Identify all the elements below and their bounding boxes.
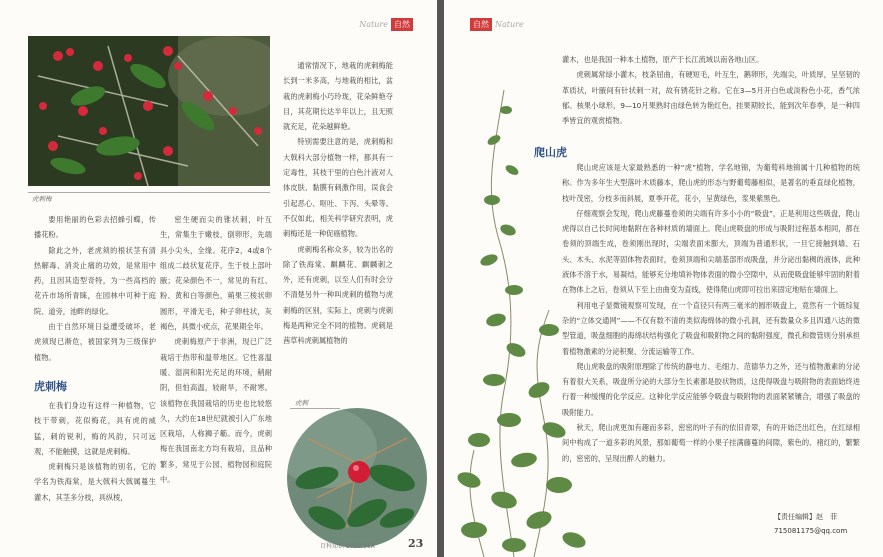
- editor-credit: 【责任编辑】赵 菲: [774, 513, 837, 521]
- footer-text: 百科知识 2020.01A: [320, 543, 375, 550]
- body-paragraph: 爬山虎吸盘的吸附原理除了传统的静电力、毛细力、范德华力之外，还与植物激素的分泌有着很大关系，吸盘所分泌的大部分生长素都是胶状物质，这使得吸盘与吸附物的表面始终进行着一种缓慢的化学反应。这种化学反应能够令吸盘与吸附物的表面紧紧镶合，增强了吸盘的吸附能力。: [562, 361, 860, 417]
- body-paragraph: 灌木，也是我国一种本土植物，原产于长江流域以南各地山区。: [562, 55, 764, 64]
- body-paragraph: 在我们身边有这样一种植物，它枝干带刺，花似梅花，具有虎的威猛，刺的锐利，梅的风韵，只可远观，不能触摸，这就是虎刺梅。: [34, 401, 156, 456]
- editor-email: 715081175@qq.com: [774, 527, 848, 535]
- crown-of-thorns-photo: [28, 36, 270, 186]
- page-number: 23: [408, 537, 424, 550]
- damnacanthus-illustration: [287, 408, 427, 548]
- left-column-2: [160, 212, 272, 542]
- intro-paragraph: 除此之外，老虎须的根状茎有清热解毒、消炎止痛的功效，是常用中药，且因其造型奇特，为一些高档的花卉市场所青睐，在园林中可种于庭院、道旁，池畔的绿化。: [34, 245, 156, 316]
- section-tag-en: Nature: [359, 20, 388, 29]
- caption-rule: [290, 408, 340, 409]
- body-paragraph: 利用电子显微镜观察可发现，在一个直径只有两三毫米的圆形吸盘上，竟然有一个链综复杂的“立体交通网”——不仅有数不清的类似海绵体的微小孔洞，还有数量众多且四通八达的微型管道，吸盘细胞的海绵状结构强化了吸盘和吸附物之间的黏附强度，微孔和微管则分别承担着植物激素的分泌积聚、分流运输等工作。: [562, 300, 860, 356]
- section-tag-zh: 自然: [470, 18, 492, 31]
- body-paragraph: 虎刺属常绿小灌木，枝条屈曲，有硬短毛，叶互生，鹅卵形，先端尖，叶质厚，呈坚韧的革质状，叶腋间有针状刺一对，故有锈花针之称。它在3—5月开白色或淡粉色小花，香气浓郁。核果小球形，9—10月果熟时由绿色转为艳红色，挂果期较长，能到次年春季，是一种四季皆宜的观赏植物。: [562, 70, 860, 126]
- body-paragraph: 特别需要注意的是，虎刺梅和大戟科大部分植物一样，都具有一定毒性，其枝干里的白色汁液对人体皮肤、黏膜有刺激作用，误食会引起恶心、呕吐、下泻、头晕等。不仅如此，相关科学研究表明，虎刺梅还是一种促癌植物。: [283, 137, 393, 239]
- body-paragraph: 虎刺梅名称众多，较为出名的除了铁海棠、麒麟花、麒麟刺之外，还有虎刺，以至人们有时会分不清楚另外一种叫虎刺的植物与虎刺梅的区别，实际上，虎刺与虎刺梅是两种完全不同的植物。虎刺是茜草科虎刺属植物的: [283, 244, 393, 346]
- right-body-column: [562, 160, 860, 510]
- body-paragraph: 通常情况下，地栽的虎刺梅能长到一米多高，与地栽的相比，盆栽的虎刺梅小巧玲珑，花朵鲜艳夺目，其花期长达半年以上，且无照就充足，花朵越鲜艳。: [283, 61, 393, 132]
- intro-paragraph: 由于自然环境日益遭受破坏，老虎须现已渐危，被国家列为三级保护植物。: [34, 322, 156, 362]
- left-column-1: [34, 398, 156, 505]
- body-paragraph: 虎刺梅只是该植物的别名，它的学名为铁海棠，是大戟科大戟属蔓生灌木，其茎多分枝，具纵棱，: [34, 462, 156, 502]
- intro-paragraph: 要用艳丽的色彩去招蜂引蝶，传播花粉。: [34, 215, 156, 240]
- section-tag-en: Nature: [495, 20, 524, 29]
- body-paragraph: 密生硬而尖的锥状刺，叶互生，常集生于嫩枝，倒卵形，先端具小尖头，全缘。花序2，4或8个组成二歧状复花序，生于枝上部叶腋；花朵颜色不一，常见的有红、粉、黄和白等颜色，蒴果三棱状卵圆形，平滑无毛，种子卵柱状，灰褐色，具微小疣点，花果期全年。: [160, 215, 272, 332]
- body-paragraph: 秋天，爬山虎更加有趣而多彩，密密的叶子有的依旧青翠，有的开始泛出红色，在红绿相间中构成了一道多彩的风景，那如葡萄一样的小果子挂满藤蔓的间隙，紫色的、褚红的，繁繁的，密密的，呈现出醉人的魅力。: [562, 423, 860, 463]
- heading-boston-ivy: 爬山虎: [534, 146, 567, 159]
- left-page: [0, 0, 437, 557]
- circle-photo-caption: 虎刺: [295, 399, 308, 407]
- page-gutter: [437, 0, 444, 557]
- photo-caption: 虎刺梅: [32, 195, 52, 203]
- body-paragraph: 仔细观察会发现，爬山虎藤蔓卷须的尖端有许多小小的“吸盘”，正是利用这些吸盘，爬山虎得以自己长时间地黏附在各种材质的墙面上。爬山虎吸盘的形成与吸附过程基本相同，都在卷须的顶端生成，卷须刚出现时，尖端表面未膨大，顶端为普通形状，一旦它接触到墙、石头、木头、水泥等固体物表面时，卷须顶端和尖端基部形成吸盘，并分泌出黏稠的液体，此种液体不溶于水，易凝结，能够充分地填补物体表面的微小空隙中，从而使吸盘能够牢固的附着在物体上之后，卷须从下至上由曲变为直线，使得爬山虎即可拉出来固定地贴在墙面上。: [562, 208, 860, 295]
- body-paragraph: 爬山虎应该是大家最熟悉的一种“虎”植物，学名地锦，为葡萄科地锦属十几种植物的统称。作为多年生大型落叶木质藤本，爬山虎的形态与野葡萄藤相似，是著名的垂直绿化植物，枝叶茂密，分枝多而斜展，夏季开花，花小，呈黄绿色，浆果紫黑色。: [562, 163, 860, 203]
- section-tag: [359, 18, 413, 31]
- body-paragraph: 虎刺梅原产于非洲，现已广泛栽培于热带和温带地区。它性喜温暖、湿润和阳光充足的环境，稍耐阴，但怕高温，较耐旱，不耐寒。该植物在我国栽培的历史也比较悠久，大约在18世纪就被引入广东地区栽培，人称狮子簕。而今，虎刺梅在我国南北方均有栽培，且品种繁多，常见于公园、植物园和庭院中。: [160, 337, 272, 485]
- damnacanthus-photo: [287, 408, 427, 548]
- right-intro-column: [562, 52, 860, 128]
- section-tag: [470, 18, 524, 31]
- left-intro-column: [34, 212, 156, 365]
- ivy-vine-illustration: [444, 90, 594, 557]
- caption-rule: [28, 192, 270, 193]
- section-tag-zh: 自然: [391, 18, 413, 31]
- heading-crown-of-thorns: 虎刺梅: [34, 380, 67, 393]
- crown-of-thorns-illustration: [28, 36, 270, 186]
- left-column-3: [283, 58, 393, 388]
